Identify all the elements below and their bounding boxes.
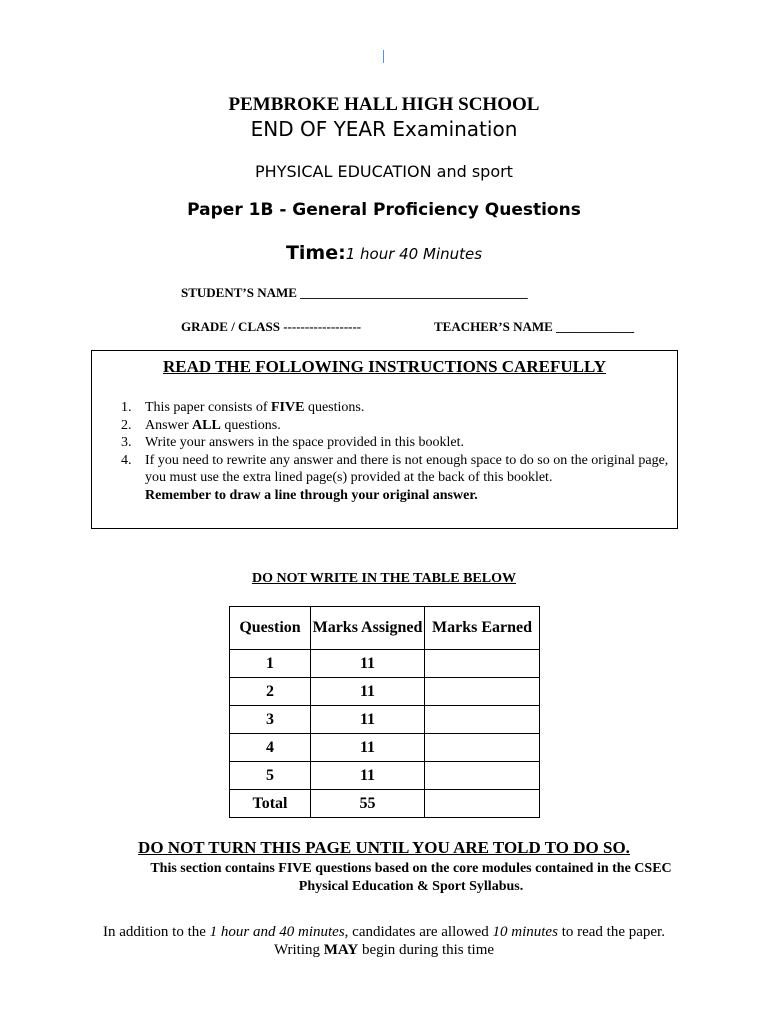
cell-question: 2	[230, 678, 311, 706]
cell-total-assigned: 55	[311, 790, 425, 818]
instruction-number: 3.	[121, 435, 132, 450]
reading-time-note: In addition to the 1 hour and 40 minutes, candidates are allowed 10 minutes to read the paper. Writing MAY begin during this time	[103, 924, 665, 958]
cell-total-earned[interactable]	[425, 790, 540, 818]
cell-earned[interactable]	[425, 762, 540, 790]
school-name: PEMBROKE HALL HIGH SCHOOL	[228, 94, 540, 115]
instruction-number: 2.	[121, 417, 132, 433]
header-question: Question	[230, 607, 311, 650]
teacher-name-field[interactable]: TEACHER’S NAME ____________	[434, 319, 635, 334]
instruction-number: 4.	[121, 452, 132, 468]
exam-title: END OF YEAR Examination	[250, 117, 518, 141]
cell-question: 3	[230, 706, 311, 734]
instruction-text: If you need to rewrite any answer and there is not enough space to do so on the original page, you must use the extra lined page(s) provided at the back of this booklet. Remember to draw a line through your original answer.	[145, 452, 669, 503]
time-label: Time:	[285, 242, 346, 264]
cell-assigned: 11	[311, 762, 425, 790]
header-marks-assigned: Marks Assigned	[311, 607, 425, 650]
table-total-row	[230, 790, 540, 818]
time-line	[0, 242, 768, 264]
cell-question: 5	[230, 762, 311, 790]
table-row	[230, 762, 540, 790]
student-name-field[interactable]: STUDENT’S NAME ___________________________________	[181, 285, 528, 300]
instructions-list	[121, 399, 671, 504]
time-value: 1 hour 40 Minutes	[345, 245, 483, 263]
header-marks-earned: Marks Earned	[425, 607, 540, 650]
instruction-item	[121, 417, 671, 435]
table-row	[230, 678, 540, 706]
cell-question: 4	[230, 734, 311, 762]
section-note: This section contains FIVE questions based on the core modules contained in the CSEC Physical Education & Sport Syllabus.	[150, 861, 672, 894]
turn-page-notice: DO NOT TURN THIS PAGE UNTIL YOU ARE TOLD TO DO SO.	[138, 838, 630, 857]
cell-earned[interactable]	[425, 706, 540, 734]
instruction-text: Answer ALL questions.	[145, 417, 281, 433]
instructions-box	[91, 350, 678, 529]
cell-earned[interactable]	[425, 734, 540, 762]
instruction-item	[121, 434, 671, 452]
cell-assigned: 11	[311, 734, 425, 762]
table-row	[230, 650, 540, 678]
instructions-title: READ THE FOLLOWING INSTRUCTIONS CAREFULLY	[162, 357, 607, 376]
cell-earned[interactable]	[425, 650, 540, 678]
instruction-item	[121, 452, 671, 505]
paper-title: Paper 1B - General Proficiency Questions	[187, 200, 581, 220]
grade-class-field[interactable]: GRADE / CLASS ------------------	[181, 319, 362, 334]
subject-title: PHYSICAL EDUCATION and sport	[255, 162, 513, 181]
cell-assigned: 11	[311, 678, 425, 706]
table-row	[230, 706, 540, 734]
cell-question: 1	[230, 650, 311, 678]
table-caption: DO NOT WRITE IN THE TABLE BELOW	[251, 571, 516, 586]
table-row	[230, 734, 540, 762]
cell-assigned: 11	[311, 650, 425, 678]
instruction-text: This paper consists of FIVE questions.	[145, 400, 365, 415]
instruction-number: 1.	[121, 400, 132, 415]
instruction-item	[121, 399, 671, 417]
cell-earned[interactable]	[425, 678, 540, 706]
instruction-text: Write your answers in the space provided in this booklet.	[145, 435, 465, 450]
cell-total-label: Total	[230, 790, 311, 818]
marks-table	[229, 606, 540, 818]
table-header-row	[230, 607, 540, 650]
text-cursor-mark	[383, 50, 384, 63]
cell-assigned: 11	[311, 706, 425, 734]
